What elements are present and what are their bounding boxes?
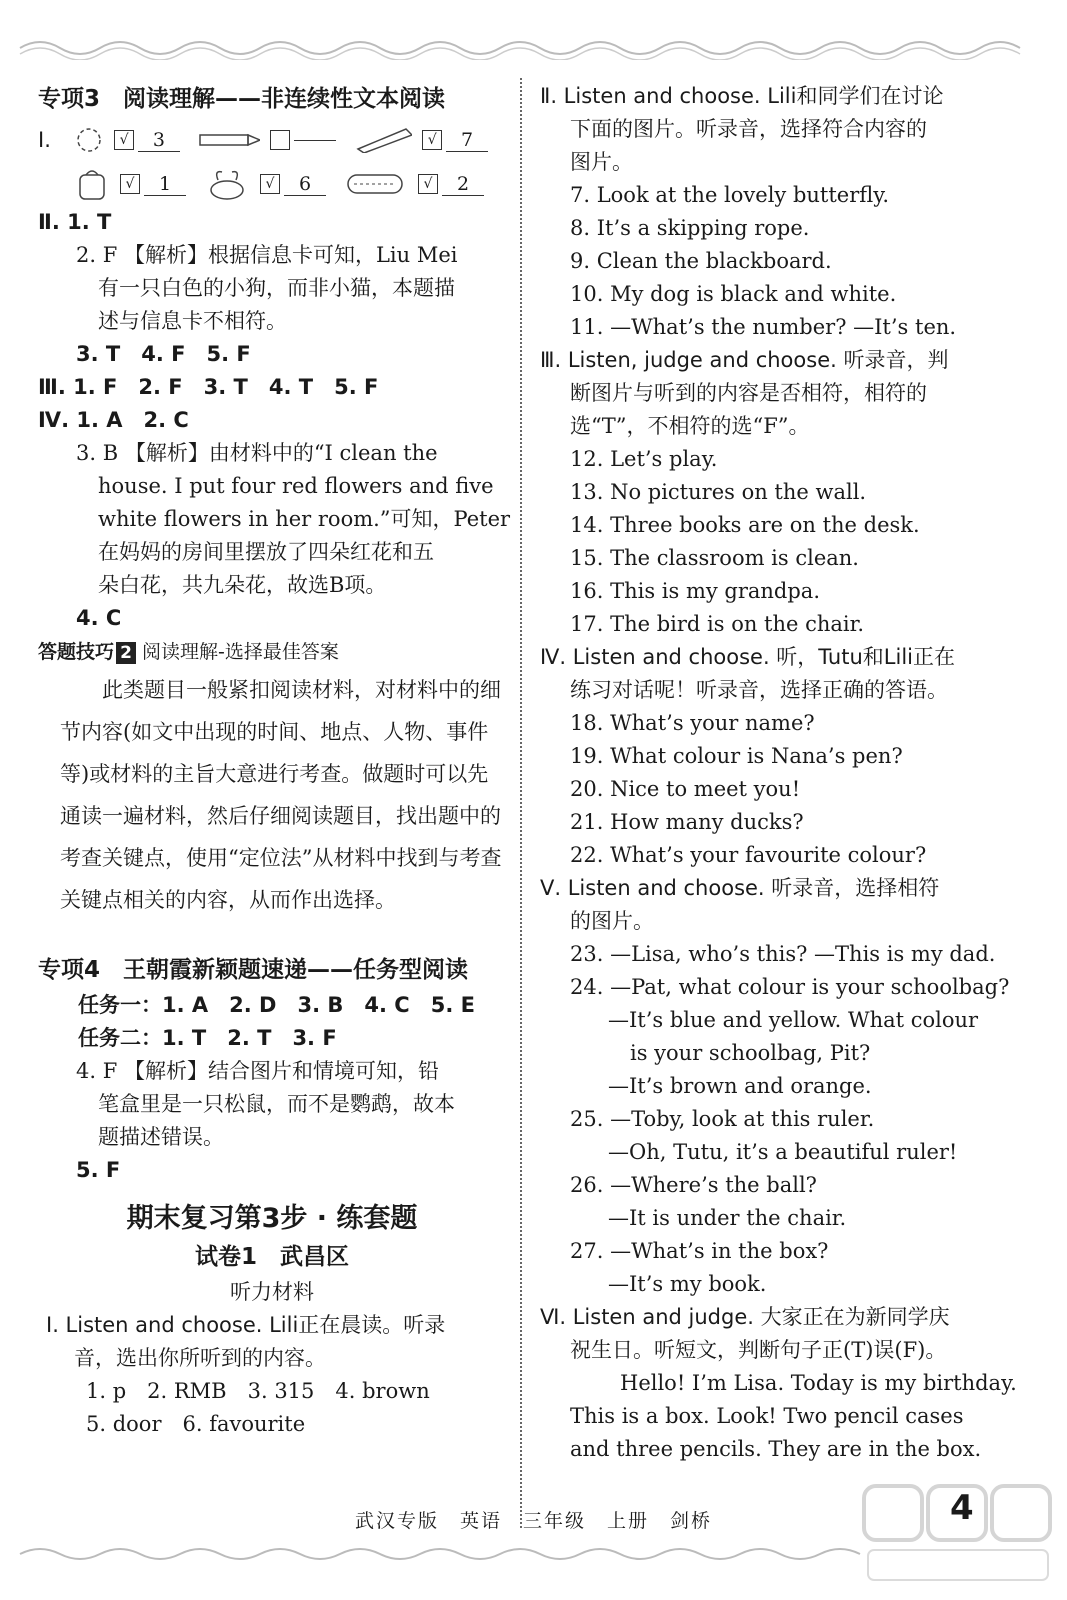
answer-line: house. I put four red flowers and five (98, 474, 494, 498)
script-line: 18. What’s your name? (570, 711, 815, 735)
listening-q2: 图片。 (570, 150, 633, 174)
script-line: 25. —Toby, look at this ruler. (570, 1107, 875, 1131)
answer-blank: 1 (144, 173, 186, 196)
right-column (540, 80, 1040, 1466)
answer-line: 在妈妈的房间里摆放了四朵红花和五 (98, 540, 434, 564)
listening-q1-items: 1. p 2. RMB 3. 315 4. brown (86, 1379, 430, 1403)
listening-q5: 的图片。 (570, 909, 654, 933)
script-line: —It’s my book. (608, 1272, 767, 1296)
script-line: 16. This is my grandpa. (570, 579, 821, 603)
script-line: 13. No pictures on the wall. (570, 480, 867, 504)
crab-toy-icon (204, 166, 250, 202)
listening-q3: 选“T”，不相符的选“F”。 (570, 414, 810, 438)
script-line: 9. Clean the blackboard. (570, 249, 832, 273)
listening-q5: Ⅴ. Listen and choose. 听录音，选择相符 (540, 876, 940, 900)
q1-row-1 (38, 118, 506, 162)
script-line: —It’s blue and yellow. What colour (608, 1008, 979, 1032)
script-line: —It’s brown and orange. (608, 1074, 872, 1098)
answer-line: 2. F 【解析】根据信息卡可知，Liu Mei (76, 243, 458, 267)
check-box: √ (418, 174, 438, 194)
answer-line: 题描述错误。 (98, 1125, 224, 1149)
script-line: 17. The bird is on the chair. (570, 612, 865, 636)
page-footer: 武汉专版 英语 三年级 上册 剑桥 (354, 1510, 712, 1532)
listening-q3: Ⅲ. Listen, judge and choose. 听录音，判 (540, 348, 949, 372)
tip-paragraph: 此类题目一般紧扣阅读材料，对材料中的细节内容(如文中出现的时间、地点、人物、事件等)或材料的主旨大意进行考查。做题时可以先通读一遍材料，然后仔细阅读题目，找出题中的考查关键点，使用“定位法”从材料中找到与考查关键点相关的内容，从而作出选择。 (60, 678, 502, 912)
script-line: 10. My dog is black and white. (570, 282, 897, 306)
listening-q1: 音，选出你所听到的内容。 (74, 1346, 326, 1370)
pencil-case-icon (344, 169, 408, 199)
answer-line: 笔盒里是一只松鼠，而不是鹦鹉，故本 (98, 1092, 455, 1116)
check-box-empty (270, 130, 290, 150)
listening-q4: Ⅳ. Listen and choose. 听，Tutu和Lili正在 (540, 645, 955, 669)
check-box: √ (422, 130, 442, 150)
script-passage: This is a box. Look! Two pencil cases (570, 1404, 964, 1428)
script-line: 24. —Pat, what colour is your schoolbag? (570, 975, 1010, 999)
script-line: 14. Three books are on the desk. (570, 513, 920, 537)
listening-q2: Ⅱ. Listen and choose. Lili和同学们在讨论 (540, 84, 944, 108)
left-column (38, 80, 511, 1441)
answer-blank: 2 (442, 173, 484, 196)
answer-line: 任务二：1. T 2. T 3. F (78, 1026, 337, 1050)
answer-blank: 6 (284, 173, 326, 196)
script-line: 23. —Lisa, who’s this? —This is my dad. (570, 942, 996, 966)
answer-line: 3. B 【解析】由材料中的“I clean the (76, 441, 438, 465)
listening-material-title: 听力材料 (230, 1280, 314, 1304)
page-number: 4 (950, 1488, 974, 1528)
final-review-title: 期末复习第3步 · 练套题 (126, 1203, 418, 1234)
script-line: 12. Let’s play. (570, 447, 718, 471)
answer-line: 朵白花，共九朵花，故选B项。 (98, 573, 387, 597)
answer-line: white flowers in her room.”可知，Peter (98, 507, 511, 531)
check-box: √ (260, 174, 280, 194)
script-line: 11. —What’s the number? —It’s ten. (570, 315, 957, 339)
answer-line: 任务一：1. A 2. D 3. B 4. C 5. E (78, 993, 475, 1017)
script-line: 7. Look at the lovely butterfly. (570, 183, 890, 207)
script-line: 21. How many ducks? (570, 810, 804, 834)
check-box: √ (114, 130, 134, 150)
tip-label: 答题技巧 (38, 641, 115, 663)
listening-q3: 断图片与听到的内容是否相符，相符的 (570, 381, 927, 405)
script-line: is your schoolbag, Pit? (630, 1041, 871, 1065)
listening-q6: 祝生日。听短文，判断句子正(T)误(F)。 (570, 1338, 947, 1362)
answer-line: Ⅳ. 1. A 2. C (38, 408, 189, 432)
q1-label: Ⅰ. (38, 128, 51, 152)
answer-blank: 7 (446, 129, 488, 152)
tip-title: 阅读理解-选择最佳答案 (142, 641, 339, 663)
answer-line: Ⅲ. 1. F 2. F 3. T 4. T 5. F (38, 375, 379, 399)
paper-title: 试卷1 武昌区 (194, 1244, 349, 1270)
script-line: —It is under the chair. (608, 1206, 847, 1230)
script-line: 27. —What’s in the box? (570, 1239, 829, 1263)
answer-blank (294, 140, 336, 141)
answer-line: 述与信息卡不相符。 (98, 309, 287, 333)
answer-line: 4. F 【解析】结合图片和情境可知，铅 (76, 1059, 439, 1083)
listening-q2: 下面的图片。听录音，选择符合内容的 (570, 117, 927, 141)
answer-line: 3. T 4. F 5. F (76, 342, 251, 366)
ruler-icon (354, 127, 413, 153)
pencil-icon (198, 130, 260, 150)
listening-q4: 练习对话呢！听录音，选择正确的答语。 (570, 678, 948, 702)
script-line: —Oh, Tutu, it’s a beautiful ruler! (608, 1140, 958, 1164)
section-3-title: 专项3 阅读理解——非连续性文本阅读 (38, 86, 446, 112)
answer-line: 有一只白色的小狗，而非小猫，本题描 (98, 276, 455, 300)
script-line: 26. —Where’s the ball? (570, 1173, 817, 1197)
script-line: 19. What colour is Nana’s pen? (570, 744, 903, 768)
tip-number-badge: 2 (116, 642, 136, 664)
listening-q6: Ⅵ. Listen and judge. 大家正在为新同学庆 (540, 1305, 950, 1329)
script-line: 22. What’s your favourite colour? (570, 843, 927, 867)
top-wave-border (0, 30, 1067, 60)
answer-line: Ⅱ. 1. T (38, 210, 112, 234)
script-line: 8. It’s a skipping rope. (570, 216, 810, 240)
listening-q1-items: 5. door 6. favourite (86, 1412, 306, 1436)
q1-row-2 (38, 162, 506, 206)
script-passage: and three pencils. They are in the box. (570, 1437, 982, 1461)
script-line: 20. Nice to meet you! (570, 777, 801, 801)
ball-icon (73, 127, 104, 153)
schoolbag-icon (74, 167, 110, 201)
listening-q1: Ⅰ. Listen and choose. Lili正在晨读。听录 (46, 1313, 446, 1337)
column-divider (520, 78, 522, 1528)
answer-blank: 3 (138, 129, 180, 152)
tip-heading (38, 635, 506, 669)
answer-line: 4. C (76, 606, 122, 630)
script-line: 15. The classroom is clean. (570, 546, 859, 570)
section-4-title: 专项4 王朝霞新颖题速递——任务型阅读 (38, 957, 469, 983)
check-box: √ (120, 174, 140, 194)
script-passage: Hello! I’m Lisa. Today is my birthday. (620, 1371, 1017, 1395)
answer-line: 5. F (76, 1158, 121, 1182)
